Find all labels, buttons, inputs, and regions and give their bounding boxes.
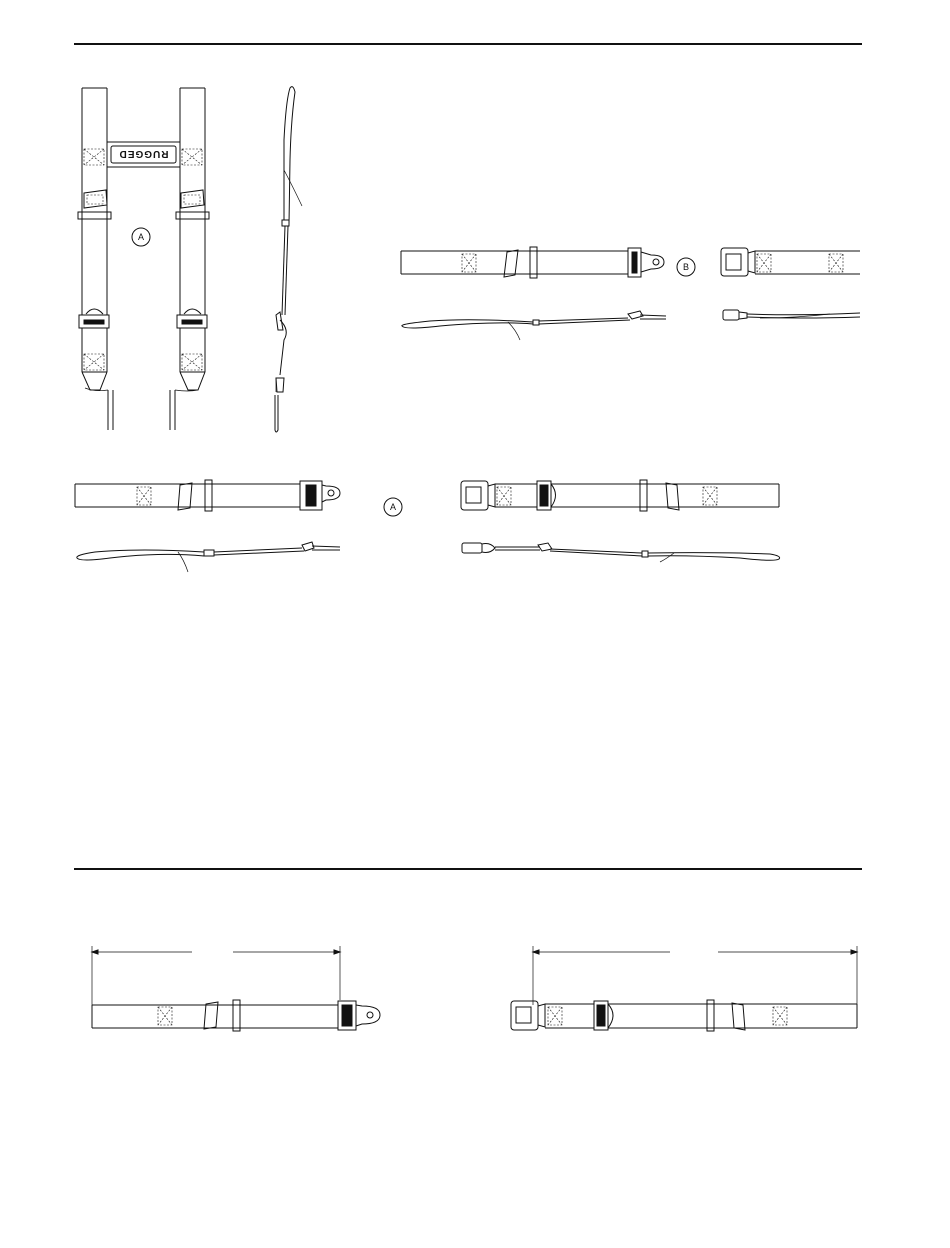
callout-harness bbox=[132, 228, 150, 246]
logo-text: RUGGED bbox=[118, 148, 169, 159]
strap-a-buckle-front bbox=[461, 480, 779, 511]
callout-harness-label: A bbox=[137, 232, 145, 242]
strap-b-tongue-side bbox=[402, 311, 666, 340]
callout-b-label: B bbox=[682, 262, 690, 272]
callout-a-middle bbox=[384, 498, 402, 516]
strap-b-buckle-front bbox=[721, 248, 860, 276]
strap-a-tongue-side bbox=[77, 542, 340, 572]
callout-a-middle-label: A bbox=[389, 502, 397, 512]
strap-a-tongue-front bbox=[75, 480, 340, 511]
strap-b-tongue-front bbox=[401, 247, 664, 278]
callout-b bbox=[677, 258, 695, 276]
strap-pair-a bbox=[75, 480, 780, 572]
strap-b-buckle-side bbox=[723, 310, 860, 320]
harness-front-view bbox=[78, 88, 209, 430]
dimensioned-tongue-strap bbox=[92, 946, 380, 1031]
harness-left-strap bbox=[78, 88, 113, 430]
harness-side-view bbox=[275, 87, 302, 432]
harness-right-strap bbox=[170, 88, 209, 430]
strap-pair-b bbox=[401, 247, 860, 340]
harness-chest-strap bbox=[107, 142, 180, 167]
dimensioned-buckle-strap bbox=[511, 946, 857, 1031]
strap-a-buckle-side bbox=[462, 543, 780, 562]
